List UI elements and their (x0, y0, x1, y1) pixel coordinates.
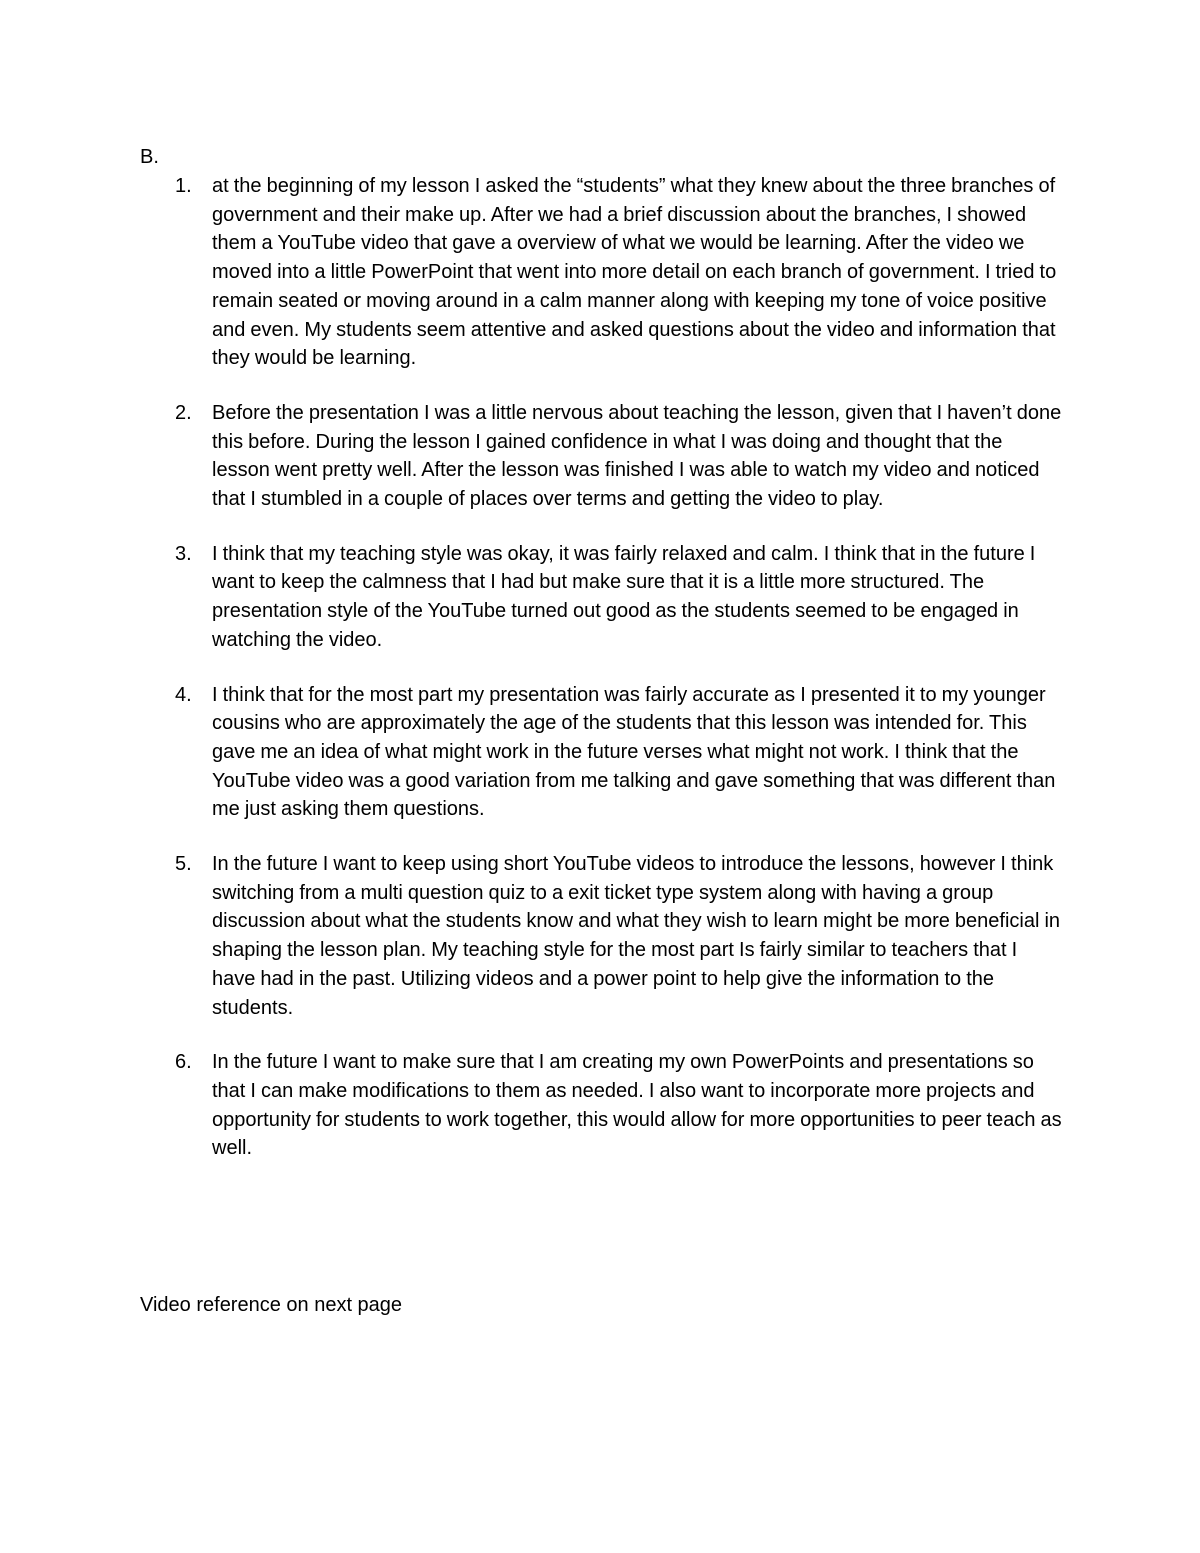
list-item-text: I think that my teaching style was okay, it was fairly relaxed and calm. I think that in the future I want to keep the calmness that I had but make sure that it is a little more structured. The presentation style of the YouTube turned out good as the students seemed to be engaged in watching the video. (212, 542, 1036, 651)
list-item-number: 2. (175, 401, 192, 424)
list-item-text: at the beginning of my lesson I asked the “students” what they knew about the three branches of government and their make up. After we had a brief discussion about the branches, I showed them a YouTube video that gave a overview of what we would be learning. After the video we moved into a little PowerPoint that went into more detail on each branch of government. I tried to remain seated or moving around in a calm manner along with keeping my tone of voice positive and even. My students seem attentive and asked questions about the video and information that they would be learning. (212, 175, 1057, 370)
section-label: B. (140, 146, 159, 168)
list-item-text: I think that for the most part my presentation was fairly accurate as I presented it to my younger cousins who are approximately the age of the students that this lesson was intended for. This gave me an idea of what might work in the future verses what might not work. I think that the YouTube video was a good variation from me talking and gave something that was different than me just asking them questions. (212, 683, 1056, 821)
footer-note: Video reference on next page (140, 1294, 403, 1316)
list-item-number: 3. (175, 542, 192, 565)
list-item (0, 1048, 1200, 1163)
list-item-number: 5. (175, 853, 192, 876)
list-item (0, 399, 1200, 514)
list-item (0, 850, 1200, 1022)
list-item-text: In the future I want to keep using short YouTube videos to introduce the lessons, however I think switching from a multi question quiz to a exit ticket type system along with having a group discussion about what the students know and what they wish to learn might be more beneficial in shaping the lesson plan. My teaching style for the most part Is fairly similar to teachers that I have had in the past. Utilizing videos and a power point to help give the information to the students. (212, 853, 1061, 1019)
list-item-number: 1. (175, 175, 192, 197)
list-item-text: Before the presentation I was a little nervous about teaching the lesson, given that I haven’t done this before. During the lesson I gained confidence in what I was doing and thought that the lesson went pretty well. After the lesson was finished I was able to watch my video and noticed that I stumbled in a couple of places over terms and getting the video to play. (212, 401, 1062, 511)
list-item-number: 6. (175, 1051, 192, 1074)
numbered-list (0, 172, 1200, 1189)
list-item (0, 540, 1200, 655)
list-item (0, 681, 1200, 825)
list-item-text: In the future I want to make sure that I am creating my own PowerPoints and presentations so that I can make modifications to them as needed. I also want to incorporate more projects and opportunity for students to work together, this would allow for more opportunities to peer teach as well. (212, 1051, 1062, 1160)
list-item (0, 172, 1200, 373)
list-item-number: 4. (175, 683, 192, 706)
